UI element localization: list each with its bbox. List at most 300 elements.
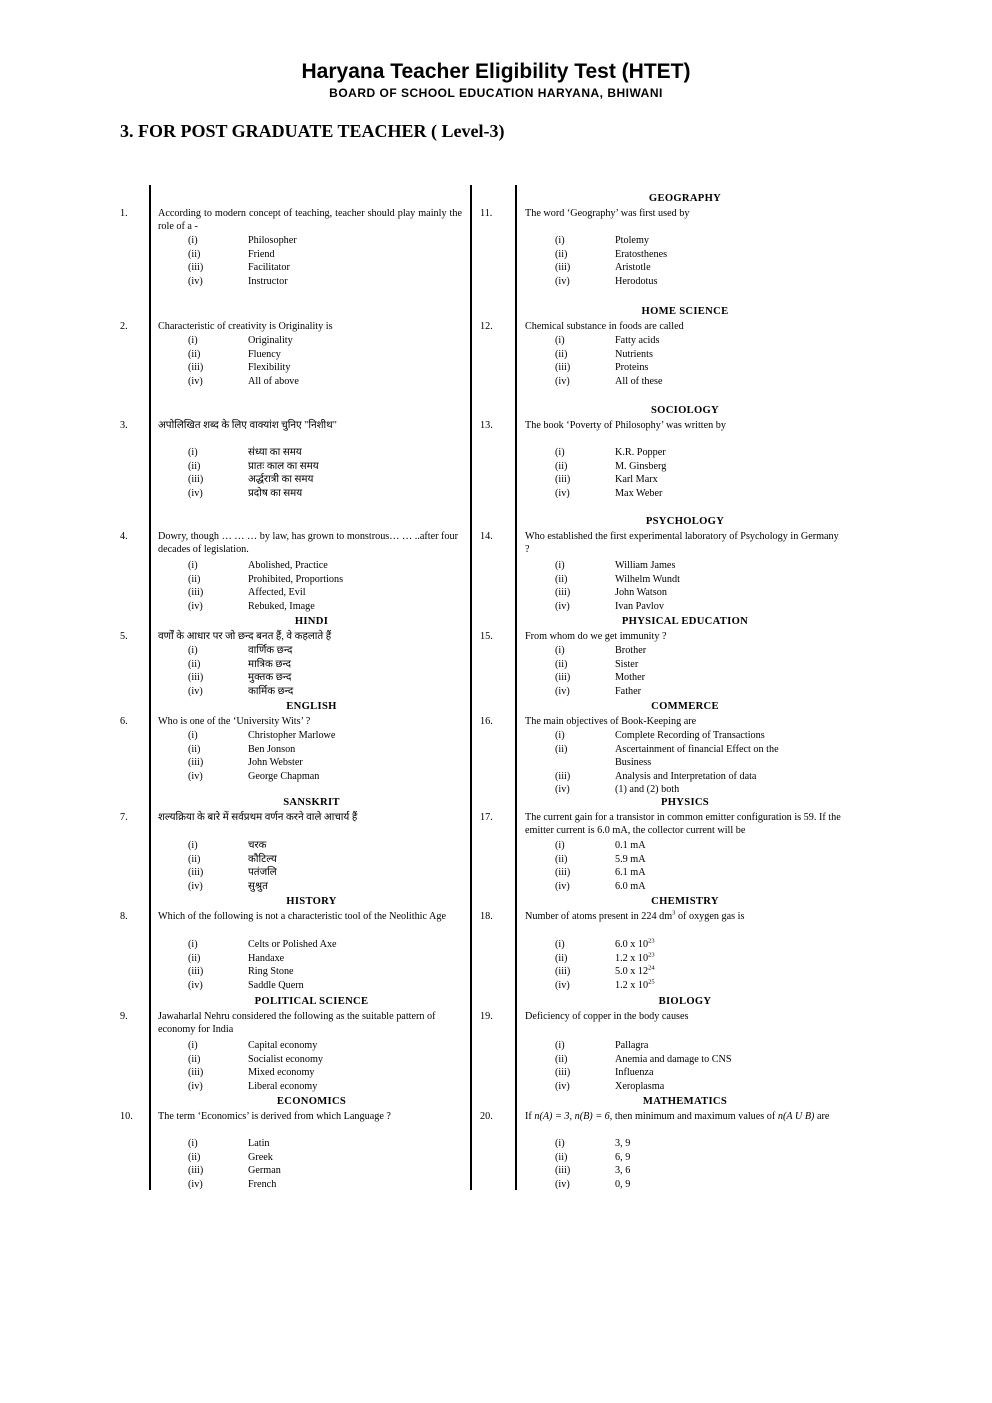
- question-text-part: , then minimum and maximum values of: [609, 1111, 778, 1122]
- superscript: 23: [648, 937, 655, 945]
- option-value: 3, 6: [615, 1165, 631, 1177]
- option-value: 3, 9: [615, 1138, 631, 1149]
- option-label: (iv): [555, 685, 570, 697]
- option-value: John Watson: [615, 587, 667, 599]
- option-value: Mother: [615, 672, 645, 684]
- answer-option[interactable]: [188, 743, 462, 757]
- option-label: (i): [188, 335, 198, 346]
- answer-option[interactable]: [188, 979, 462, 993]
- answer-options: [555, 1039, 843, 1093]
- answer-option[interactable]: [555, 1039, 843, 1053]
- subject-heading: SOCIOLOGY: [650, 405, 720, 416]
- option-label: (iv): [555, 487, 570, 499]
- option-label: (ii): [555, 573, 568, 585]
- option-value: Socialist economy: [248, 1053, 323, 1065]
- answer-option[interactable]: [188, 839, 462, 853]
- option-label: (i): [188, 1040, 198, 1051]
- option-label: (ii): [188, 573, 201, 585]
- option-label: (ii): [188, 1151, 201, 1163]
- answer-option[interactable]: [188, 586, 462, 600]
- option-label: (ii): [555, 1151, 568, 1163]
- document-title: Haryana Teacher Eligibility Test (HTET): [301, 60, 691, 83]
- option-label: (ii): [555, 743, 568, 755]
- option-value: Eratosthenes: [615, 248, 668, 260]
- question-text: The current gain for a transistor in common emitter configuration is 59. If the emitter current is 6.0 mA, the collector current will be: [525, 812, 841, 837]
- question-number: 2.: [120, 321, 128, 332]
- question-number: 4.: [120, 531, 128, 542]
- question-text: Deficiency of copper in the body causes: [525, 1011, 689, 1022]
- answer-option[interactable]: [555, 770, 843, 784]
- option-value: Instructor: [248, 275, 288, 287]
- option-value: Affected, Evil: [248, 587, 306, 599]
- answer-options: [188, 729, 462, 783]
- option-label: (iii): [188, 672, 204, 684]
- option-value: Handaxe: [248, 952, 285, 964]
- answer-option[interactable]: [188, 1164, 462, 1178]
- option-label: (iv): [555, 979, 570, 991]
- option-value: Capital economy: [248, 1040, 318, 1051]
- option-label: (i): [188, 560, 198, 571]
- option-label: (iv): [188, 487, 203, 499]
- answer-options: [555, 644, 843, 698]
- option-label: (ii): [188, 460, 201, 472]
- option-value: Influenza: [615, 1067, 654, 1079]
- option-value: Celts or Polished Axe: [248, 939, 337, 950]
- math-expression: n(A U B): [777, 1111, 815, 1122]
- answer-option[interactable]: [188, 756, 462, 770]
- subject-heading: CHEMISTRY: [651, 896, 719, 907]
- question-text: [525, 1110, 843, 1123]
- answer-options: [188, 234, 462, 288]
- superscript: 24: [648, 964, 655, 972]
- answer-option[interactable]: [188, 866, 462, 880]
- option-value: Anemia and damage to CNS: [615, 1053, 732, 1065]
- option-value: Latin: [248, 1138, 270, 1149]
- question-text: Dowry, though … … … by law, has grown to monstrous… … ..after four decades of legislation.: [158, 531, 459, 556]
- option-label: (ii): [188, 348, 201, 360]
- option-value: Brother: [615, 645, 647, 656]
- answer-option[interactable]: [555, 783, 843, 797]
- option-value: John Webster: [248, 757, 303, 769]
- subject-heading: PHYSICAL EDUCATION: [621, 616, 749, 627]
- option-label: (i): [555, 939, 565, 950]
- option-label: (ii): [188, 952, 201, 964]
- answer-options: [555, 559, 843, 613]
- answer-option[interactable]: [555, 685, 843, 699]
- answer-options: [188, 1137, 462, 1191]
- option-value: 6, 9: [615, 1151, 631, 1163]
- option-value: M. Ginsberg: [615, 460, 667, 472]
- answer-options: [555, 334, 843, 388]
- option-value: प्रातः काल का समय: [248, 460, 319, 472]
- option-value: All of these: [615, 375, 663, 387]
- option-value: Proteins: [615, 362, 649, 374]
- option-value: Ben Jonson: [248, 743, 296, 755]
- answer-option[interactable]: [555, 586, 843, 600]
- subject-heading: GEOGRAPHY: [648, 193, 722, 204]
- option-label: (iii): [555, 474, 571, 486]
- option-label: (ii): [555, 1053, 568, 1065]
- answer-option[interactable]: [555, 473, 843, 487]
- answer-options: [555, 234, 843, 288]
- question-number: 13.: [480, 420, 493, 431]
- answer-options: [188, 839, 462, 893]
- option-label: (i): [555, 730, 565, 741]
- question-number: 6.: [120, 716, 128, 727]
- answer-option[interactable]: [188, 600, 462, 614]
- option-value: K.R. Popper: [615, 447, 666, 458]
- option-value: कौटिल्य: [248, 853, 277, 865]
- subject-heading: PHYSICS: [660, 797, 710, 808]
- option-label: (ii): [188, 853, 201, 865]
- option-value: All of above: [248, 375, 299, 387]
- option-value: Friend: [248, 248, 275, 260]
- option-value: Ivan Pavlov: [615, 600, 664, 612]
- answer-option[interactable]: [555, 460, 843, 474]
- option-label: (ii): [555, 853, 568, 865]
- option-label: (i): [555, 235, 565, 246]
- option-label: (iv): [188, 1178, 203, 1190]
- answer-option[interactable]: [188, 275, 462, 289]
- option-label: (i): [555, 335, 565, 346]
- option-label: (iv): [555, 1080, 570, 1092]
- answer-option[interactable]: [555, 234, 843, 248]
- answer-option[interactable]: [188, 348, 462, 362]
- option-value: Liberal economy: [248, 1080, 318, 1092]
- option-label: (iv): [555, 375, 570, 387]
- answer-option[interactable]: [555, 853, 843, 867]
- superscript: 3: [672, 909, 676, 917]
- answer-option[interactable]: [555, 261, 843, 275]
- question-text: वर्णों के आधार पर जो छन्द बनत हैं, वे कहलाते हैं: [158, 631, 332, 642]
- question-text: The word ‘Geography’ was first used by: [525, 208, 690, 219]
- question-number: 15.: [480, 631, 493, 642]
- question-number: 5.: [120, 631, 128, 642]
- answer-option[interactable]: [188, 334, 462, 348]
- document-subtitle: BOARD OF SCHOOL EDUCATION HARYANA, BHIWANI: [329, 86, 663, 100]
- option-value: Greek: [248, 1151, 273, 1163]
- option-label: (iv): [188, 979, 203, 991]
- option-label: (iii): [555, 587, 571, 599]
- answer-options: [188, 644, 462, 698]
- option-value: 0.1 mA: [615, 840, 646, 851]
- answer-option[interactable]: [555, 729, 843, 743]
- option-label: (i): [188, 730, 198, 741]
- option-value: Nutrients: [615, 348, 653, 360]
- option-value: संध्या का समय: [248, 447, 302, 458]
- option-value: चरक: [248, 840, 267, 851]
- answer-option[interactable]: [555, 600, 843, 614]
- answer-option[interactable]: [555, 446, 843, 460]
- option-value: Ascertainment of financial Effect on the Business: [615, 743, 779, 768]
- option-label: (iii): [188, 966, 204, 978]
- option-value: कार्मिक छन्द: [248, 685, 294, 697]
- answer-option[interactable]: [188, 770, 462, 784]
- answer-option[interactable]: [188, 644, 462, 658]
- answer-option[interactable]: [188, 234, 462, 248]
- option-label: (iv): [188, 600, 203, 612]
- answer-options: [555, 729, 843, 797]
- option-value: Karl Marx: [615, 474, 658, 486]
- answer-option[interactable]: [555, 839, 843, 853]
- answer-option[interactable]: [555, 275, 843, 289]
- option-value: 0, 9: [615, 1178, 631, 1190]
- option-label: (i): [555, 447, 565, 458]
- option-value: Aristotle: [615, 262, 651, 274]
- option-label: (ii): [555, 658, 568, 670]
- answer-options: [555, 839, 843, 893]
- option-label: (i): [188, 1138, 198, 1149]
- option-value: Prohibited, Proportions: [248, 573, 344, 585]
- answer-option[interactable]: [188, 261, 462, 275]
- option-label: (iii): [188, 867, 204, 879]
- question-number: 14.: [480, 531, 493, 542]
- option-label: (i): [188, 235, 198, 246]
- question-text: Which of the following is not a characteristic tool of the Neolithic Age: [158, 911, 446, 922]
- superscript: 25: [648, 978, 655, 986]
- answer-option[interactable]: [555, 334, 843, 348]
- question-text-part: of oxygen gas is: [675, 911, 745, 922]
- answer-option[interactable]: [555, 938, 843, 952]
- option-label: (ii): [188, 1053, 201, 1065]
- option-label: (i): [555, 560, 565, 571]
- subject-heading: POLITICAL SCIENCE: [254, 996, 369, 1007]
- option-value: 1.2 x $10^{23}$: [615, 951, 655, 964]
- answer-option[interactable]: [188, 685, 462, 699]
- option-value: सुश्रुत: [248, 880, 268, 892]
- option-label: (iv): [188, 1080, 203, 1092]
- option-label: (iii): [188, 587, 204, 599]
- option-value: Fatty acids: [615, 335, 660, 346]
- answer-option[interactable]: [188, 1137, 462, 1151]
- question-text: The book ‘Poverty of Philosophy’ was written by: [525, 420, 726, 431]
- subject-heading: HOME SCIENCE: [641, 306, 729, 317]
- option-label: (ii): [555, 248, 568, 260]
- answer-option[interactable]: [555, 487, 843, 501]
- question-number: 7.: [120, 812, 128, 823]
- question-number: 18.: [480, 911, 493, 922]
- answer-option[interactable]: [188, 853, 462, 867]
- answer-options: [188, 559, 462, 613]
- question-number: 19.: [480, 1011, 493, 1022]
- answer-option[interactable]: [555, 1066, 843, 1080]
- answer-option[interactable]: [555, 979, 843, 993]
- option-value: French: [248, 1178, 277, 1190]
- answer-option[interactable]: [188, 1178, 462, 1192]
- option-value: 6.0 mA: [615, 880, 646, 892]
- answer-option[interactable]: [555, 1164, 843, 1178]
- answer-option[interactable]: [188, 671, 462, 685]
- option-label: (iii): [555, 362, 571, 374]
- question-number: 1.: [120, 208, 128, 219]
- answer-option[interactable]: [188, 1151, 462, 1165]
- question-number: 3.: [120, 420, 128, 431]
- answer-options: [188, 446, 462, 500]
- subject-heading: PSYCHOLOGY: [645, 516, 725, 527]
- option-label: (ii): [555, 460, 568, 472]
- option-value: Fluency: [248, 348, 281, 360]
- answer-option[interactable]: [555, 880, 843, 894]
- option-value: प्रदोष का समय: [248, 487, 303, 499]
- option-value: मुक्तक छन्द: [248, 672, 292, 684]
- answer-option[interactable]: [188, 658, 462, 672]
- answer-option[interactable]: [188, 729, 462, 743]
- option-value: Sister: [615, 658, 639, 670]
- answer-option[interactable]: [188, 1080, 462, 1094]
- answer-option[interactable]: [555, 1137, 843, 1151]
- question-number: 12.: [480, 321, 493, 332]
- question-number: 9.: [120, 1011, 128, 1022]
- option-label: (iii): [555, 672, 571, 684]
- answer-option[interactable]: [188, 361, 462, 375]
- answer-options: [188, 334, 462, 388]
- question-text: [525, 910, 843, 923]
- answer-option[interactable]: [188, 952, 462, 966]
- option-label: (i): [555, 1040, 565, 1051]
- option-value: Herodotus: [615, 275, 658, 287]
- answer-option[interactable]: [188, 248, 462, 262]
- answer-option[interactable]: [555, 348, 843, 362]
- answer-option[interactable]: [555, 1080, 843, 1094]
- answer-option[interactable]: [555, 866, 843, 880]
- option-value: 6.1 mA: [615, 867, 646, 879]
- question-number: 10.: [120, 1111, 133, 1122]
- option-label: (iii): [188, 362, 204, 374]
- answer-options: [555, 1137, 843, 1191]
- answer-option[interactable]: [555, 573, 843, 587]
- question-text: From whom do we get immunity ?: [525, 631, 667, 642]
- answer-option[interactable]: [188, 938, 462, 952]
- question-text: Who is one of the ‘University Wits’ ?: [158, 716, 311, 727]
- option-value: Wilhelm Wundt: [615, 573, 680, 585]
- option-value: Max Weber: [615, 487, 663, 499]
- option-value: Rebuked, Image: [248, 600, 315, 612]
- answer-option[interactable]: [188, 880, 462, 894]
- column-divider: [470, 185, 472, 1190]
- answer-option[interactable]: [188, 965, 462, 979]
- option-label: (iv): [188, 685, 203, 697]
- answer-option[interactable]: [188, 559, 462, 573]
- answer-option[interactable]: [188, 446, 462, 460]
- option-value: Flexibility: [248, 362, 291, 374]
- option-label: (iii): [555, 770, 571, 782]
- answer-option[interactable]: [555, 375, 843, 389]
- option-value: (1) and (2) both: [615, 784, 680, 796]
- column-divider: [515, 185, 517, 1190]
- answer-option[interactable]: [555, 671, 843, 685]
- option-value: William James: [615, 560, 676, 571]
- option-value: Originality: [248, 335, 293, 346]
- option-label: (iii): [188, 757, 204, 769]
- math-expression: n(A) = 3, n(B) = 6: [534, 1111, 610, 1122]
- option-value: 5.0 x $12^{24}$: [615, 964, 655, 978]
- option-label: (i): [188, 939, 198, 950]
- option-label: (ii): [188, 658, 201, 670]
- option-label: (iv): [188, 770, 203, 782]
- option-label: (iii): [555, 262, 571, 274]
- subject-heading: HISTORY: [286, 896, 337, 907]
- subject-heading: SANSKRIT: [283, 797, 340, 808]
- answer-option[interactable]: [555, 658, 843, 672]
- answer-option[interactable]: [188, 487, 462, 501]
- question-text: The main objectives of Book-Keeping are: [525, 716, 697, 727]
- answer-options: [555, 938, 843, 992]
- option-label: (i): [555, 1138, 565, 1149]
- option-label: (iii): [188, 1067, 204, 1079]
- answer-option[interactable]: [188, 1053, 462, 1067]
- answer-option[interactable]: [188, 460, 462, 474]
- answer-option[interactable]: [188, 573, 462, 587]
- answer-option[interactable]: [188, 473, 462, 487]
- option-value: Father: [615, 685, 642, 697]
- option-label: (i): [188, 840, 198, 851]
- answer-option[interactable]: [555, 743, 843, 770]
- question-text-part: If: [525, 1111, 535, 1122]
- subject-heading: MATHEMATICS: [642, 1096, 728, 1107]
- option-label: (iv): [555, 880, 570, 892]
- option-label: (i): [555, 840, 565, 851]
- answer-option[interactable]: [555, 952, 843, 966]
- option-label: (ii): [188, 743, 201, 755]
- answer-option[interactable]: [188, 1066, 462, 1080]
- answer-option[interactable]: [555, 1151, 843, 1165]
- option-value: 1.2 x $10^{25}$: [615, 978, 655, 991]
- option-value: German: [248, 1165, 281, 1177]
- option-label: (i): [188, 645, 198, 656]
- question-text: Who established the first experimental laboratory of Psychology in Germany ?: [525, 531, 839, 556]
- answer-options: [555, 446, 843, 500]
- subject-heading: COMMERCE: [651, 701, 719, 712]
- answer-option[interactable]: [555, 1053, 843, 1067]
- question-text: Characteristic of creativity is Originality is: [158, 321, 333, 332]
- question-number: 17.: [480, 812, 493, 823]
- option-label: (iv): [555, 784, 570, 796]
- question-text: अपोलिखित शब्द के लिए वाक्यांश चुनिए "निशीथ": [158, 420, 337, 431]
- option-value: Xeroplasma: [615, 1080, 665, 1092]
- option-label: (i): [555, 645, 565, 656]
- option-label: (iv): [188, 880, 203, 892]
- option-label: (iii): [188, 1165, 204, 1177]
- option-label: (iii): [555, 867, 571, 879]
- answer-option[interactable]: [555, 1178, 843, 1192]
- subject-heading: BIOLOGY: [658, 996, 712, 1007]
- answer-options: [188, 1039, 462, 1093]
- option-label: (iii): [555, 966, 571, 978]
- option-value: Pallagra: [615, 1040, 649, 1051]
- option-label: (iii): [555, 1165, 571, 1177]
- answer-option[interactable]: [188, 375, 462, 389]
- option-label: (ii): [188, 248, 201, 260]
- answer-option[interactable]: [555, 559, 843, 573]
- option-label: (iv): [555, 1178, 570, 1190]
- answer-option[interactable]: [555, 644, 843, 658]
- option-value: Facilitator: [248, 262, 290, 274]
- option-value: Abolished, Practice: [248, 560, 328, 571]
- question-text-part: are: [814, 1111, 830, 1122]
- column-divider: [149, 185, 151, 1190]
- option-value: Ptolemy: [615, 235, 649, 246]
- answer-option[interactable]: [555, 965, 843, 979]
- option-label: (i): [188, 447, 198, 458]
- option-label: (iv): [188, 375, 203, 387]
- option-label: (iii): [188, 474, 204, 486]
- answer-option[interactable]: [555, 248, 843, 262]
- answer-option[interactable]: [188, 1039, 462, 1053]
- answer-option[interactable]: [555, 361, 843, 375]
- option-value: Mixed economy: [248, 1067, 315, 1079]
- option-value: Saddle Quern: [248, 979, 304, 991]
- option-value: Christopher Marlowe: [248, 730, 336, 741]
